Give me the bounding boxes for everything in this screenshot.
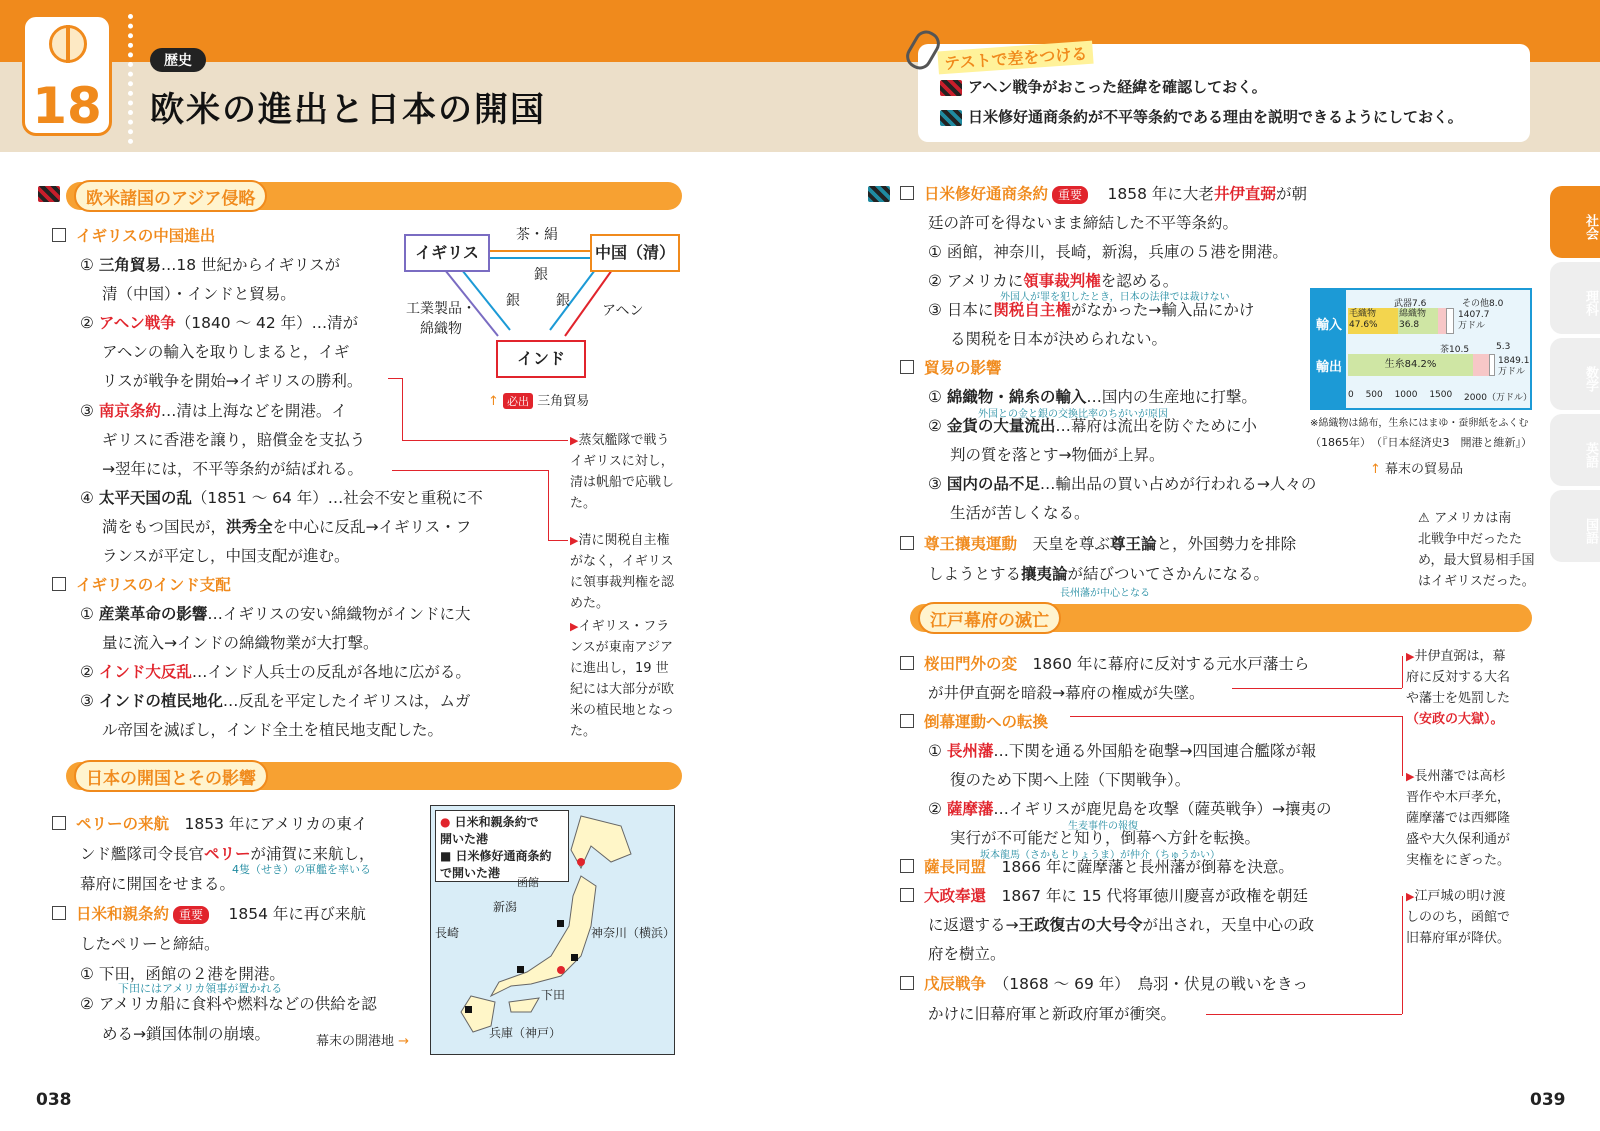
label-niigata: 新潟 bbox=[493, 900, 518, 914]
text-line: 生活が苦しくなる。 bbox=[950, 504, 1090, 522]
leader-line bbox=[402, 440, 568, 441]
important-badge: 重要 bbox=[1052, 186, 1088, 204]
text-line: ① 産業革命の影響…イギリスの安い綿織物がインドに大 bbox=[80, 605, 471, 623]
text-line: める→鎖国体制の崩壊。 bbox=[102, 1025, 270, 1043]
side-note: ▶清に関税自主権 がなく，イギリス に領事裁判権を認 めた。 bbox=[570, 533, 675, 611]
bar-label: 武器7.6 bbox=[1394, 299, 1427, 309]
diagram-caption: ↑ 必出 三角貿易 bbox=[488, 394, 590, 409]
label-silver: 銀 bbox=[556, 293, 570, 309]
flag-icon bbox=[868, 186, 890, 202]
leader-line bbox=[548, 470, 549, 540]
side-note: ▶江戸城の明け渡 しののち，函館で 旧幕府軍が降伏。 bbox=[1406, 889, 1511, 946]
important-badge: 重要 bbox=[173, 906, 209, 924]
tab-science[interactable]: 理科 bbox=[1550, 262, 1600, 334]
text-line: リスが戦争を開始→イギリスの勝利。 bbox=[102, 372, 363, 390]
checkbox[interactable] bbox=[900, 714, 914, 728]
checkbox[interactable] bbox=[900, 186, 914, 200]
text-line: 大政奉還 1867 年に 15 代将軍徳川慶喜が政権を朝廷 bbox=[900, 882, 1308, 911]
checkbox[interactable] bbox=[900, 656, 914, 670]
annotation: 外国との金と銀の交換比率のちがいが原因 bbox=[978, 409, 1168, 420]
tip-item: 日米修好通商条約が不平等条約である理由を説明できるようにしておく。 bbox=[940, 106, 1463, 127]
leader-line bbox=[1402, 896, 1403, 1014]
node-china: 中国（清） bbox=[590, 234, 680, 272]
text-line: したペリーと締結。 bbox=[80, 935, 220, 953]
text-line: アヘンの輸入を取りしまると，イギ bbox=[102, 343, 350, 361]
text-line: 復のため下関へ上陸（下関戦争）。 bbox=[950, 771, 1191, 789]
text-line: る関税を日本が決められない。 bbox=[950, 330, 1168, 348]
text-line: ② インド大反乱…インド人兵士の反乱が各地に広がる。 bbox=[80, 663, 471, 681]
page-title: 欧米の進出と日本の開国 bbox=[150, 90, 546, 130]
text-line: 満をもつ国民が，洪秀全を中心に反乱→イギリス・フ bbox=[102, 518, 472, 536]
category-label: 歴史 bbox=[150, 48, 206, 72]
text-line: ル帝国を滅ぼし，インド全土を植民地支配した。 bbox=[102, 721, 444, 739]
bar-segment bbox=[1489, 354, 1495, 376]
page-number-right: 039 bbox=[1530, 1090, 1566, 1110]
heading: 倒幕運動への転換 bbox=[900, 708, 1048, 737]
tab-math[interactable]: 数学 bbox=[1550, 338, 1600, 410]
tips-title: テストで差をつける bbox=[937, 41, 1094, 75]
label-nagasaki: 長崎 bbox=[435, 926, 460, 940]
tab-english[interactable]: 英語 bbox=[1550, 414, 1600, 486]
bar-label: その他8.0 bbox=[1462, 299, 1504, 309]
unit-badge bbox=[22, 14, 112, 136]
node-india: インド bbox=[496, 340, 586, 378]
text-line: ② アメリカ船に食料や燃料などの供給を認 bbox=[80, 995, 377, 1013]
text-line: ランスが平定し，中国支配が進む。 bbox=[102, 547, 350, 565]
leader-line bbox=[1206, 1014, 1402, 1015]
section-header: 江戸幕府の滅亡 bbox=[910, 604, 1532, 632]
text-line: 廷の許可を得ないまま締結した不平等条約。 bbox=[928, 214, 1239, 232]
leader-line bbox=[388, 378, 402, 379]
section-header: 日本の開国とその影響 bbox=[66, 762, 682, 790]
page-number-left: 038 bbox=[36, 1090, 72, 1110]
annotation: 生麦事件の報復 bbox=[1068, 821, 1138, 832]
text-line: 桜田門外の変 1860 年に幕府に反対する元水戸藩士ら bbox=[900, 650, 1309, 679]
checkbox[interactable] bbox=[52, 228, 66, 242]
bar-segment bbox=[1446, 308, 1454, 334]
checkbox[interactable] bbox=[52, 816, 66, 830]
text-line: 実行が不可能だと知り，倒幕へ方針を転換。 bbox=[950, 829, 1261, 847]
warning-icon: ⚠ bbox=[1418, 511, 1435, 526]
chart-note: ※綿織物は綿布，生糸にはまゆ・蚕卵紙をふくむ bbox=[1310, 418, 1529, 429]
chart-source: （1865年） （『日本経済史3 開港と維新』） bbox=[1310, 436, 1532, 449]
text-line: ギリスに香港を譲り，賠償金を支払う bbox=[102, 431, 366, 449]
heading: イギリスの中国進出 bbox=[52, 222, 215, 251]
label-hakodate: 函館 bbox=[517, 876, 539, 889]
text-line: ① 綿織物・綿糸の輸入…国内の生産地に打撃。 bbox=[928, 388, 1257, 406]
port-marker bbox=[517, 966, 524, 973]
tip-item: アヘン戦争がおこった経緯を確認しておく。 bbox=[940, 76, 1267, 97]
bar-segment: 生糸84.2% bbox=[1348, 354, 1473, 376]
leader-line bbox=[548, 540, 568, 541]
text-line: 幕府に開国をせまる。 bbox=[80, 875, 236, 893]
text-line: ④ 太平天国の乱（1851 ～ 64 年）…社会不安と重税に不 bbox=[80, 489, 483, 507]
text-line: ③ 日本に関税自主権がなかった→輸入品にかけ bbox=[928, 301, 1255, 319]
port-marker bbox=[557, 966, 565, 974]
label-silver: 銀 bbox=[506, 293, 520, 309]
annotation: 外国人が罪を犯したとき，日本の法律では裁けない bbox=[1000, 292, 1230, 303]
label-opium: アヘン bbox=[602, 303, 644, 319]
flag-icon bbox=[940, 110, 962, 126]
tips-box bbox=[918, 44, 1530, 142]
text-line: 日米修好通商条約 重要 1858 年に大老井伊直弼が朝 bbox=[900, 180, 1307, 209]
map-legend: ● 日米和親条約で 開いた港 ■ 日米修好通商条約 で開いた港 bbox=[435, 810, 569, 882]
side-note: ⚠ アメリカは南 北戦争中だったた め，最大貿易相手国 はイギリスだった。 bbox=[1418, 511, 1535, 589]
text-line: 日米和親条約 重要 1854 年に再び来航 bbox=[52, 900, 366, 929]
globe-icon bbox=[49, 25, 87, 63]
bar-segment bbox=[1473, 354, 1489, 376]
x-axis: 0 500 1000 1500 2000（万ドル） bbox=[1348, 390, 1532, 403]
checkbox[interactable] bbox=[900, 976, 914, 990]
label-shimoda: 下田 bbox=[541, 988, 566, 1002]
text-line: 判の質を落とす→物価が上昇。 bbox=[950, 446, 1165, 464]
label-kanagawa: 神奈川（横浜） bbox=[591, 926, 676, 940]
text-line: 量に流入→インドの綿織物業が大打撃。 bbox=[102, 634, 379, 652]
checkbox[interactable] bbox=[52, 906, 66, 920]
text-line: ② 薩摩藩…イギリスが鹿児島を攻撃（薩英戦争）→攘夷の bbox=[928, 800, 1332, 818]
bar-total: 1849.1 万ドル bbox=[1498, 356, 1530, 377]
text-line: ③ インドの植民地化…反乱を平定したイギリスは，ムガ bbox=[80, 692, 471, 710]
flag-icon bbox=[38, 186, 60, 202]
text-line: →翌年には，不平等条約が結ばれる。 bbox=[102, 460, 363, 478]
ports-map bbox=[430, 805, 675, 1055]
text-line: ② アヘン戦争（1840 ～ 42 年）…清が bbox=[80, 314, 359, 332]
checkbox[interactable] bbox=[900, 859, 914, 873]
leader-line bbox=[1070, 716, 1402, 717]
section-header: 欧米諸国のアジア侵略 bbox=[66, 182, 682, 210]
text-line: 薩長同盟 1866 年に薩摩藩と長州藩が倒幕を決意。 bbox=[900, 853, 1294, 882]
checkbox[interactable] bbox=[900, 360, 914, 374]
node-britain: イギリス bbox=[404, 234, 490, 272]
leader-line bbox=[1402, 716, 1403, 776]
side-note: ▶蒸気艦隊で戦う イギリスに対し， 清は帆船で応戦し た。 bbox=[570, 433, 675, 511]
label-silver: 銀 bbox=[534, 267, 548, 283]
text-line: ② 金貨の大量流出…幕府は流出を防ぐために小 bbox=[928, 417, 1257, 435]
export-label: 輸出 bbox=[1316, 360, 1343, 375]
import-label: 輸入 bbox=[1316, 318, 1343, 333]
tab-japanese[interactable]: 国語 bbox=[1550, 490, 1600, 562]
flag-icon bbox=[940, 80, 962, 96]
text-line: が井伊直弼を暗殺→幕府の権威が失墜。 bbox=[928, 684, 1205, 702]
port-marker bbox=[571, 954, 578, 961]
text-line: 戊辰戦争 （1868 ～ 69 年） 鳥羽・伏見の戦いをきっ bbox=[900, 970, 1308, 999]
honshu-shape bbox=[491, 876, 596, 996]
leader-line bbox=[392, 470, 548, 471]
port-marker bbox=[465, 1006, 472, 1013]
annotation: 4隻（せき）の軍艦を率いる bbox=[232, 863, 371, 876]
text-line: ② アメリカに領事裁判権を認める。 bbox=[928, 272, 1179, 290]
annotation: 坂本龍馬（さかもとりょうま）が仲介（ちゅうかい） bbox=[980, 850, 1220, 861]
text-line: 清（中国）・インドと貿易。 bbox=[102, 285, 296, 303]
label-tea: 茶・絹 bbox=[516, 227, 558, 243]
label-goods: 工業製品・ 綿織物 bbox=[406, 301, 476, 337]
leader-line bbox=[402, 378, 403, 440]
heading: 貿易の影響 bbox=[900, 354, 1002, 383]
text-line: ① 三角貿易…18 世紀からイギリスが bbox=[80, 256, 341, 274]
bar-segment: 毛織物 47.6% bbox=[1348, 308, 1398, 334]
bar-segment bbox=[1438, 308, 1446, 334]
checkbox[interactable] bbox=[900, 888, 914, 902]
chart-caption: ↑ 幕末の貿易品 bbox=[1370, 462, 1464, 477]
text-line: ③ 南京条約…清は上海などを開港。イ bbox=[80, 402, 347, 420]
text-line: ③ 国内の品不足…輸出品の買い占めが行われる→人々の bbox=[928, 475, 1317, 493]
side-note: ▶長州藩では高杉 晋作や木戸孝允， 薩摩藩では西郷隆 盛や大久保利通が 実権をにぎった。 bbox=[1406, 769, 1511, 868]
text-line: 尊王攘夷運動 天皇を尊ぶ尊王論と，外国勢力を排除 bbox=[900, 530, 1296, 559]
bar-segment: 綿織物 36.8 bbox=[1398, 308, 1438, 334]
text-line: かけに旧幕府軍と新政府軍が衝突。 bbox=[928, 1005, 1177, 1023]
text-line: 府を樹立。 bbox=[928, 945, 1006, 963]
leader-line bbox=[1402, 656, 1403, 688]
port-marker bbox=[557, 920, 564, 927]
trade-chart bbox=[1310, 288, 1532, 410]
bar-label: 茶10.5 bbox=[1440, 345, 1470, 355]
label-hyogo: 兵庫（神戸） bbox=[489, 1026, 562, 1040]
side-note: ▶イギリス・フラ ンスが東南アジア に進出し，19 世 紀には大部分が欧 米の植民地となっ た。 bbox=[570, 619, 675, 739]
dotted-divider bbox=[128, 14, 134, 144]
bar-total: 1407.7 万ドル bbox=[1458, 310, 1490, 331]
text-line: しようとする攘夷論が結びついてさかんになる。 bbox=[928, 565, 1270, 583]
tab-social[interactable]: 社会 bbox=[1550, 186, 1600, 258]
text-line: ンド艦隊司令長官ペリーが浦賀に来航し， bbox=[80, 845, 375, 863]
map-caption: 幕末の開港地 → bbox=[316, 1034, 410, 1049]
text-line: ① 函館，神奈川，長崎，新潟，兵庫の５港を開港。 bbox=[928, 243, 1288, 261]
text-line: ① 長州藩…下関を通る外国船を砲撃→四国連合艦隊が報 bbox=[928, 742, 1317, 760]
heading: イギリスのインド支配 bbox=[52, 571, 231, 600]
checkbox[interactable] bbox=[900, 536, 914, 550]
shikoku-shape bbox=[509, 998, 539, 1012]
bar-label: 5.3 bbox=[1496, 342, 1511, 352]
text-line: ① 下田，函館の２港を開港。 bbox=[80, 965, 285, 983]
port-marker bbox=[577, 858, 585, 866]
text-line: ペリーの来航 1853 年にアメリカの東イ bbox=[52, 810, 367, 839]
unit-number: 18 bbox=[32, 77, 102, 135]
text-line: に返還する→王政復古の大号令が出され，天皇中心の政 bbox=[928, 916, 1314, 934]
checkbox[interactable] bbox=[52, 577, 66, 591]
annotation: 長州藩が中心となる bbox=[1060, 588, 1150, 599]
annotation: 下田にはアメリカ領事が置かれる bbox=[118, 982, 283, 995]
side-note: ▶井伊直弼は，幕 府に反対する大名 や藩士を処罰した （安政の大獄）。 bbox=[1406, 649, 1511, 727]
leader-line bbox=[1232, 688, 1402, 689]
